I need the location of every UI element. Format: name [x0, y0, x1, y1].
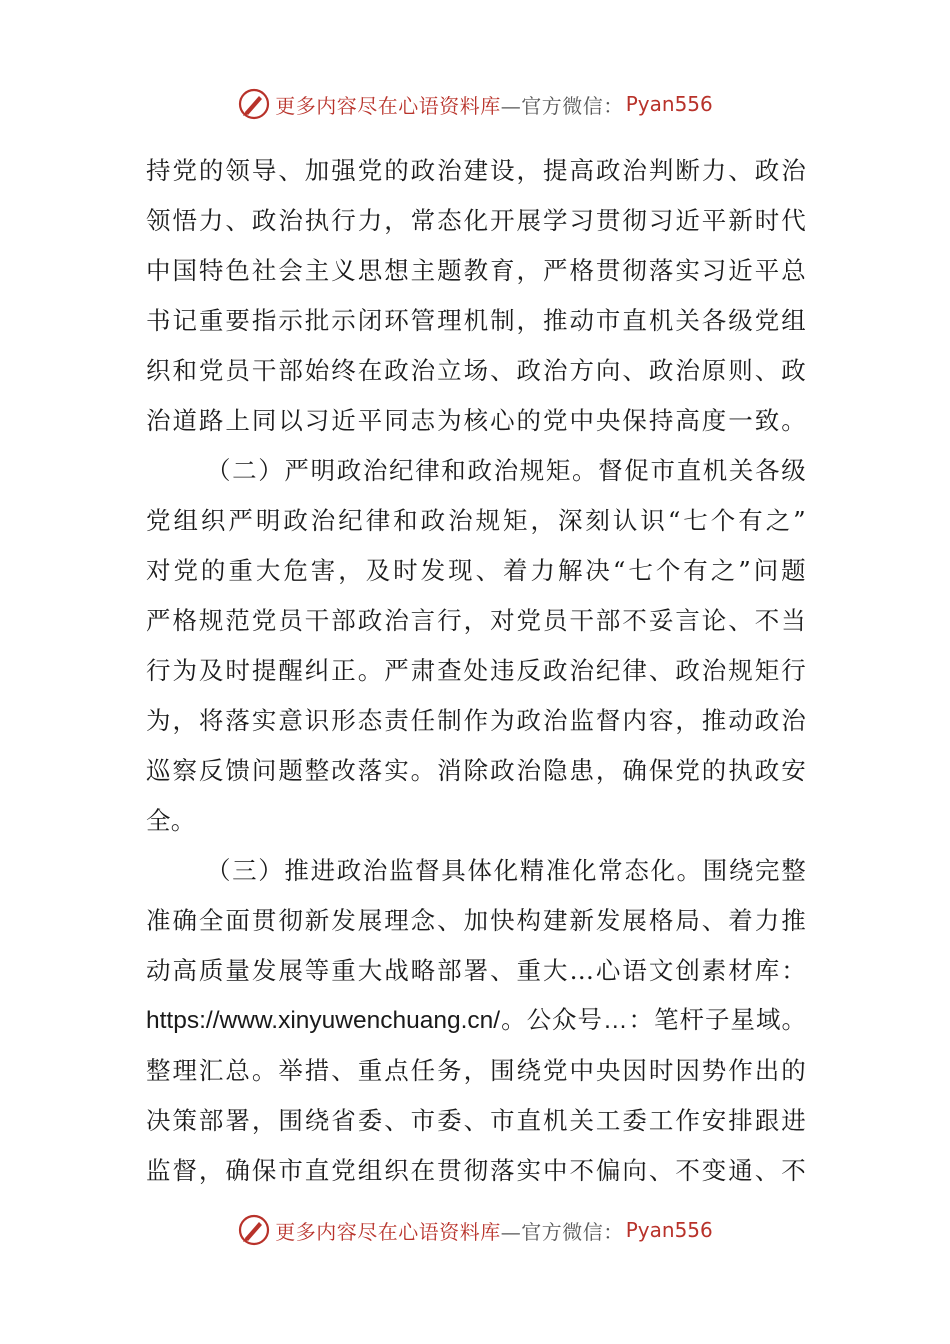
- banner-wechat-label: —官方微信：: [500, 93, 624, 118]
- text-line: 织和党员干部始终在政治立场、政治方向、政治原则、政: [146, 356, 806, 385]
- text-line: 对党的重大危害，及时发现、着力解决“七个有之”问题: [146, 556, 806, 585]
- banner-wechat-id: Pyan556: [625, 1218, 713, 1242]
- banner-site-name: 更多内容尽在心语资料库: [275, 1219, 501, 1244]
- header-banner: [0, 84, 950, 124]
- document-body: [146, 146, 806, 1196]
- text-line: 监督，确保市直党组织在贯彻落实中不偏向、不变通、不: [146, 1156, 806, 1185]
- paragraph-start-line: （二）严明政治纪律和政治规矩。督促市直机关各级: [206, 456, 806, 485]
- text-line: 严格规范党员干部政治言行，对党员干部不妥言论、不当: [146, 606, 806, 635]
- text-line: 领悟力、政治执行力，常态化开展学习贯彻习近平新时代: [146, 206, 806, 235]
- text-line: 书记重要指示批示闭环管理机制，推动市直机关各级党组: [146, 306, 806, 335]
- text-line: 行为及时提醒纠正。严肃查处违反政治纪律、政治规矩行: [146, 656, 806, 685]
- banner-wechat-label: —官方微信：: [500, 1219, 624, 1244]
- text-line: 动高质量发展等重大战略部署、重大…心语文创素材库：: [146, 956, 806, 985]
- paragraph-start-line: （三）推进政治监督具体化精准化常态化。围绕完整: [206, 856, 806, 885]
- url-line: https://www.xinyuwenchuang.cn/。公众号…：笔杆子星域。: [146, 1007, 806, 1034]
- text-line: 中国特色社会主义思想主题教育，严格贯彻落实习近平总: [146, 256, 806, 285]
- banner-site-name: 更多内容尽在心语资料库: [275, 93, 501, 118]
- text-line: 决策部署，围绕省委、市委、市直机关工委工作安排跟进: [146, 1106, 806, 1135]
- text-line: 持党的领导、加强党的政治建设，提高政治判断力、政治: [146, 156, 806, 185]
- pen-logo-icon: [237, 1213, 271, 1247]
- text-line: 党组织严明政治纪律和政治规矩，深刻认识“七个有之”: [146, 506, 806, 535]
- text-line: 整理汇总。举措、重点任务，围绕党中央因时因势作出的: [146, 1056, 806, 1085]
- footer-banner: [0, 1210, 950, 1250]
- banner-wechat-id: Pyan556: [625, 92, 713, 116]
- text-line: 准确全面贯彻新发展理念、加快构建新发展格局、着力推: [146, 906, 806, 935]
- text-line: 巡察反馈问题整改落实。消除政治隐患，确保党的执政安: [146, 756, 806, 785]
- text-line: 治道路上同以习近平同志为核心的党中央保持高度一致。: [146, 406, 806, 435]
- text-line: 全。: [146, 806, 196, 835]
- text-line: 为，将落实意识形态责任制作为政治监督内容，推动政治: [146, 706, 806, 735]
- pen-logo-icon: [237, 87, 271, 121]
